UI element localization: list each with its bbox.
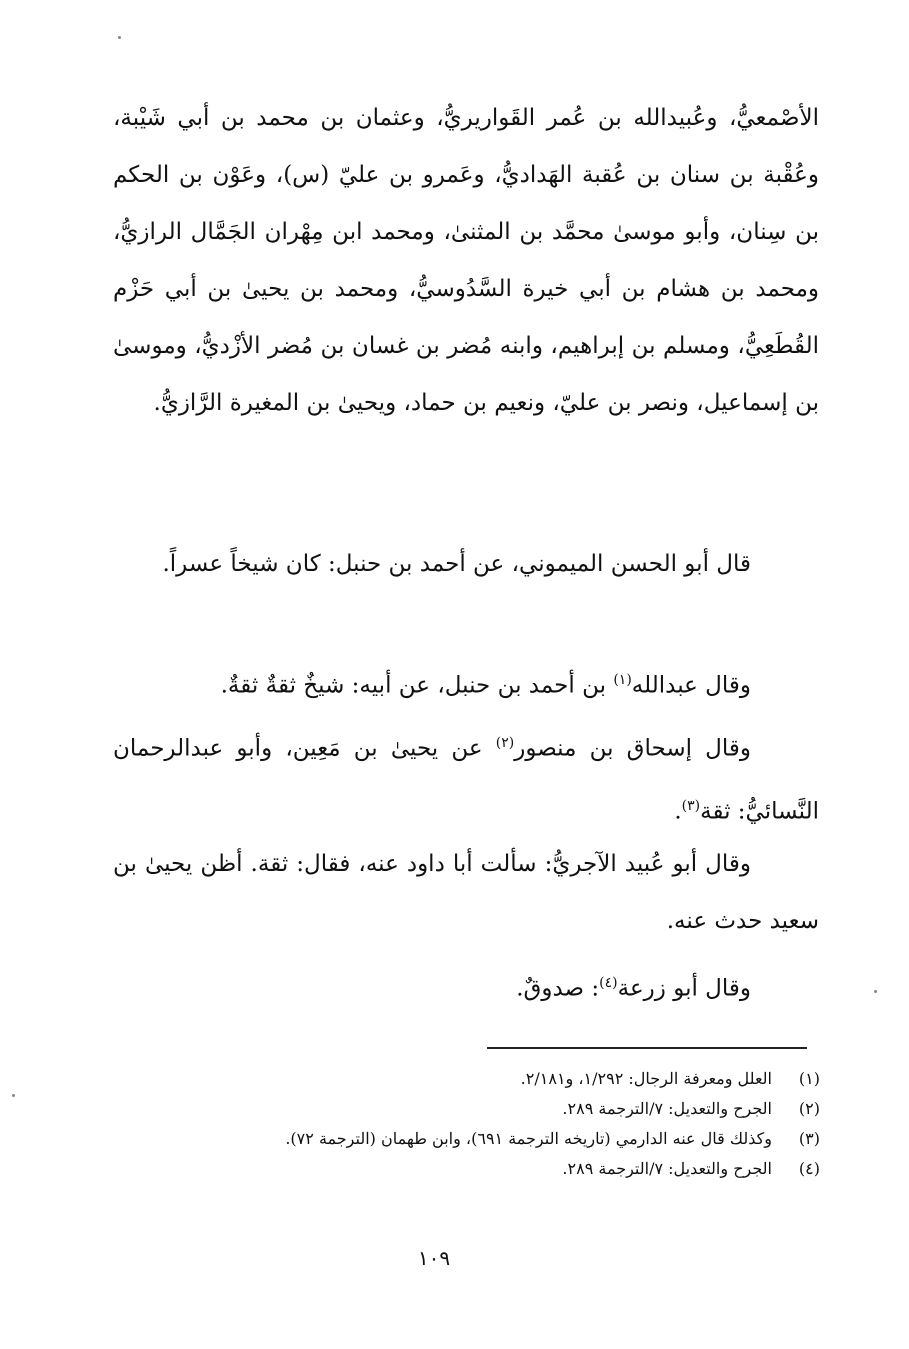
footnote-item (130, 1154, 820, 1184)
footnote-ref[interactable]: (٤) (599, 975, 618, 991)
scan-speck (118, 36, 121, 39)
scan-speck (874, 990, 877, 993)
footnote-item (130, 1064, 820, 1094)
footnote-text: الجرح والتعديل: ٧/الترجمة ٢٨٩. (562, 1159, 772, 1178)
paragraph-text: بن أحمد بن حنبل، عن أبيه: شيخٌ ثقةٌ ثقةٌ. (220, 672, 614, 699)
paragraph-abdullah (113, 652, 819, 715)
footnote-number: (٣) (798, 1129, 820, 1148)
footnote-item (130, 1124, 820, 1154)
scan-speck (12, 1094, 15, 1097)
footnote-number: (٢) (798, 1099, 820, 1118)
footnotes (130, 1064, 820, 1184)
paragraph-ishaq (113, 715, 819, 840)
paragraph-narrators: الأصْمعيُّ، وعُبيدالله بن عُمر القَواريريُّ، وعثمان بن محمد بن أبي شَيْبة، وعُقْبة بن سنان بن عُقبة الهَداديُّ، وعَمرو بن عليّ (س)، وعَوْن بن الحكم بن سِنان، وأبو موسىٰ محمَّد بن المثنىٰ، ومحمد ابن مِهْران الجَمَّال الرازيُّ، ومحمد بن هشام بن أبي خيرة السَّدُوسيُّ، ومحمد بن يحيىٰ بن أبي حَزْم القُطَعِيُّ، ومسلم بن إبراهيم، وابنه مُضر بن غسان بن مُضر الأزْديُّ، وموسىٰ بن إسماعيل، ونصر بن عليّ، ونعيم بن حماد، ويحيىٰ بن المغيرة الرَّازيُّ. (113, 105, 819, 416)
footnote-number: (١) (798, 1069, 820, 1088)
page-number: ١٠٩ (417, 1246, 451, 1270)
paragraph-text: . (674, 798, 682, 825)
footnote-separator (487, 1047, 807, 1049)
paragraph-maimuni: قال أبو الحسن الميموني، عن أحمد بن حنبل: كان شيخاً عسراً. (162, 551, 751, 577)
paragraph-abu-zura (113, 955, 819, 1018)
footnote-ref[interactable]: (١) (613, 672, 632, 688)
footnote-ref[interactable]: (٢) (495, 735, 515, 751)
paragraph-text: وقال إسحاق بن منصور (514, 735, 751, 762)
footnote-text: وكذلك قال عنه الدارمي (تاريخه الترجمة ٦٩١)، وابن طهمان (الترجمة ٧٢). (285, 1129, 772, 1148)
paragraph-text: وقال أبو زرعة (617, 975, 751, 1002)
paragraph-ajurri: وقال أبو عُبيد الآجريُّ: سألت أبا داود عنه، فقال: ثقة. أظن يحيىٰ بن سعيد حدث عنه. (113, 851, 819, 934)
paragraph-text: عن يحيىٰ بن مَعِين، وأبو عبدالرحمان النَّسائيُّ: ثقة (113, 735, 819, 825)
footnote-ref[interactable]: (٣) (681, 797, 701, 814)
paragraph-text: : صدوقٌ. (516, 975, 600, 1002)
footnote-number: (٤) (798, 1159, 820, 1178)
footnote-text: الجرح والتعديل: ٧/الترجمة ٢٨٩. (562, 1099, 772, 1118)
footnote-item (130, 1094, 820, 1124)
footnote-text: العلل ومعرفة الرجال: ١/٢٩٢، و٢/١٨١. (520, 1069, 772, 1088)
paragraph-text: وقال عبدالله (631, 672, 751, 699)
